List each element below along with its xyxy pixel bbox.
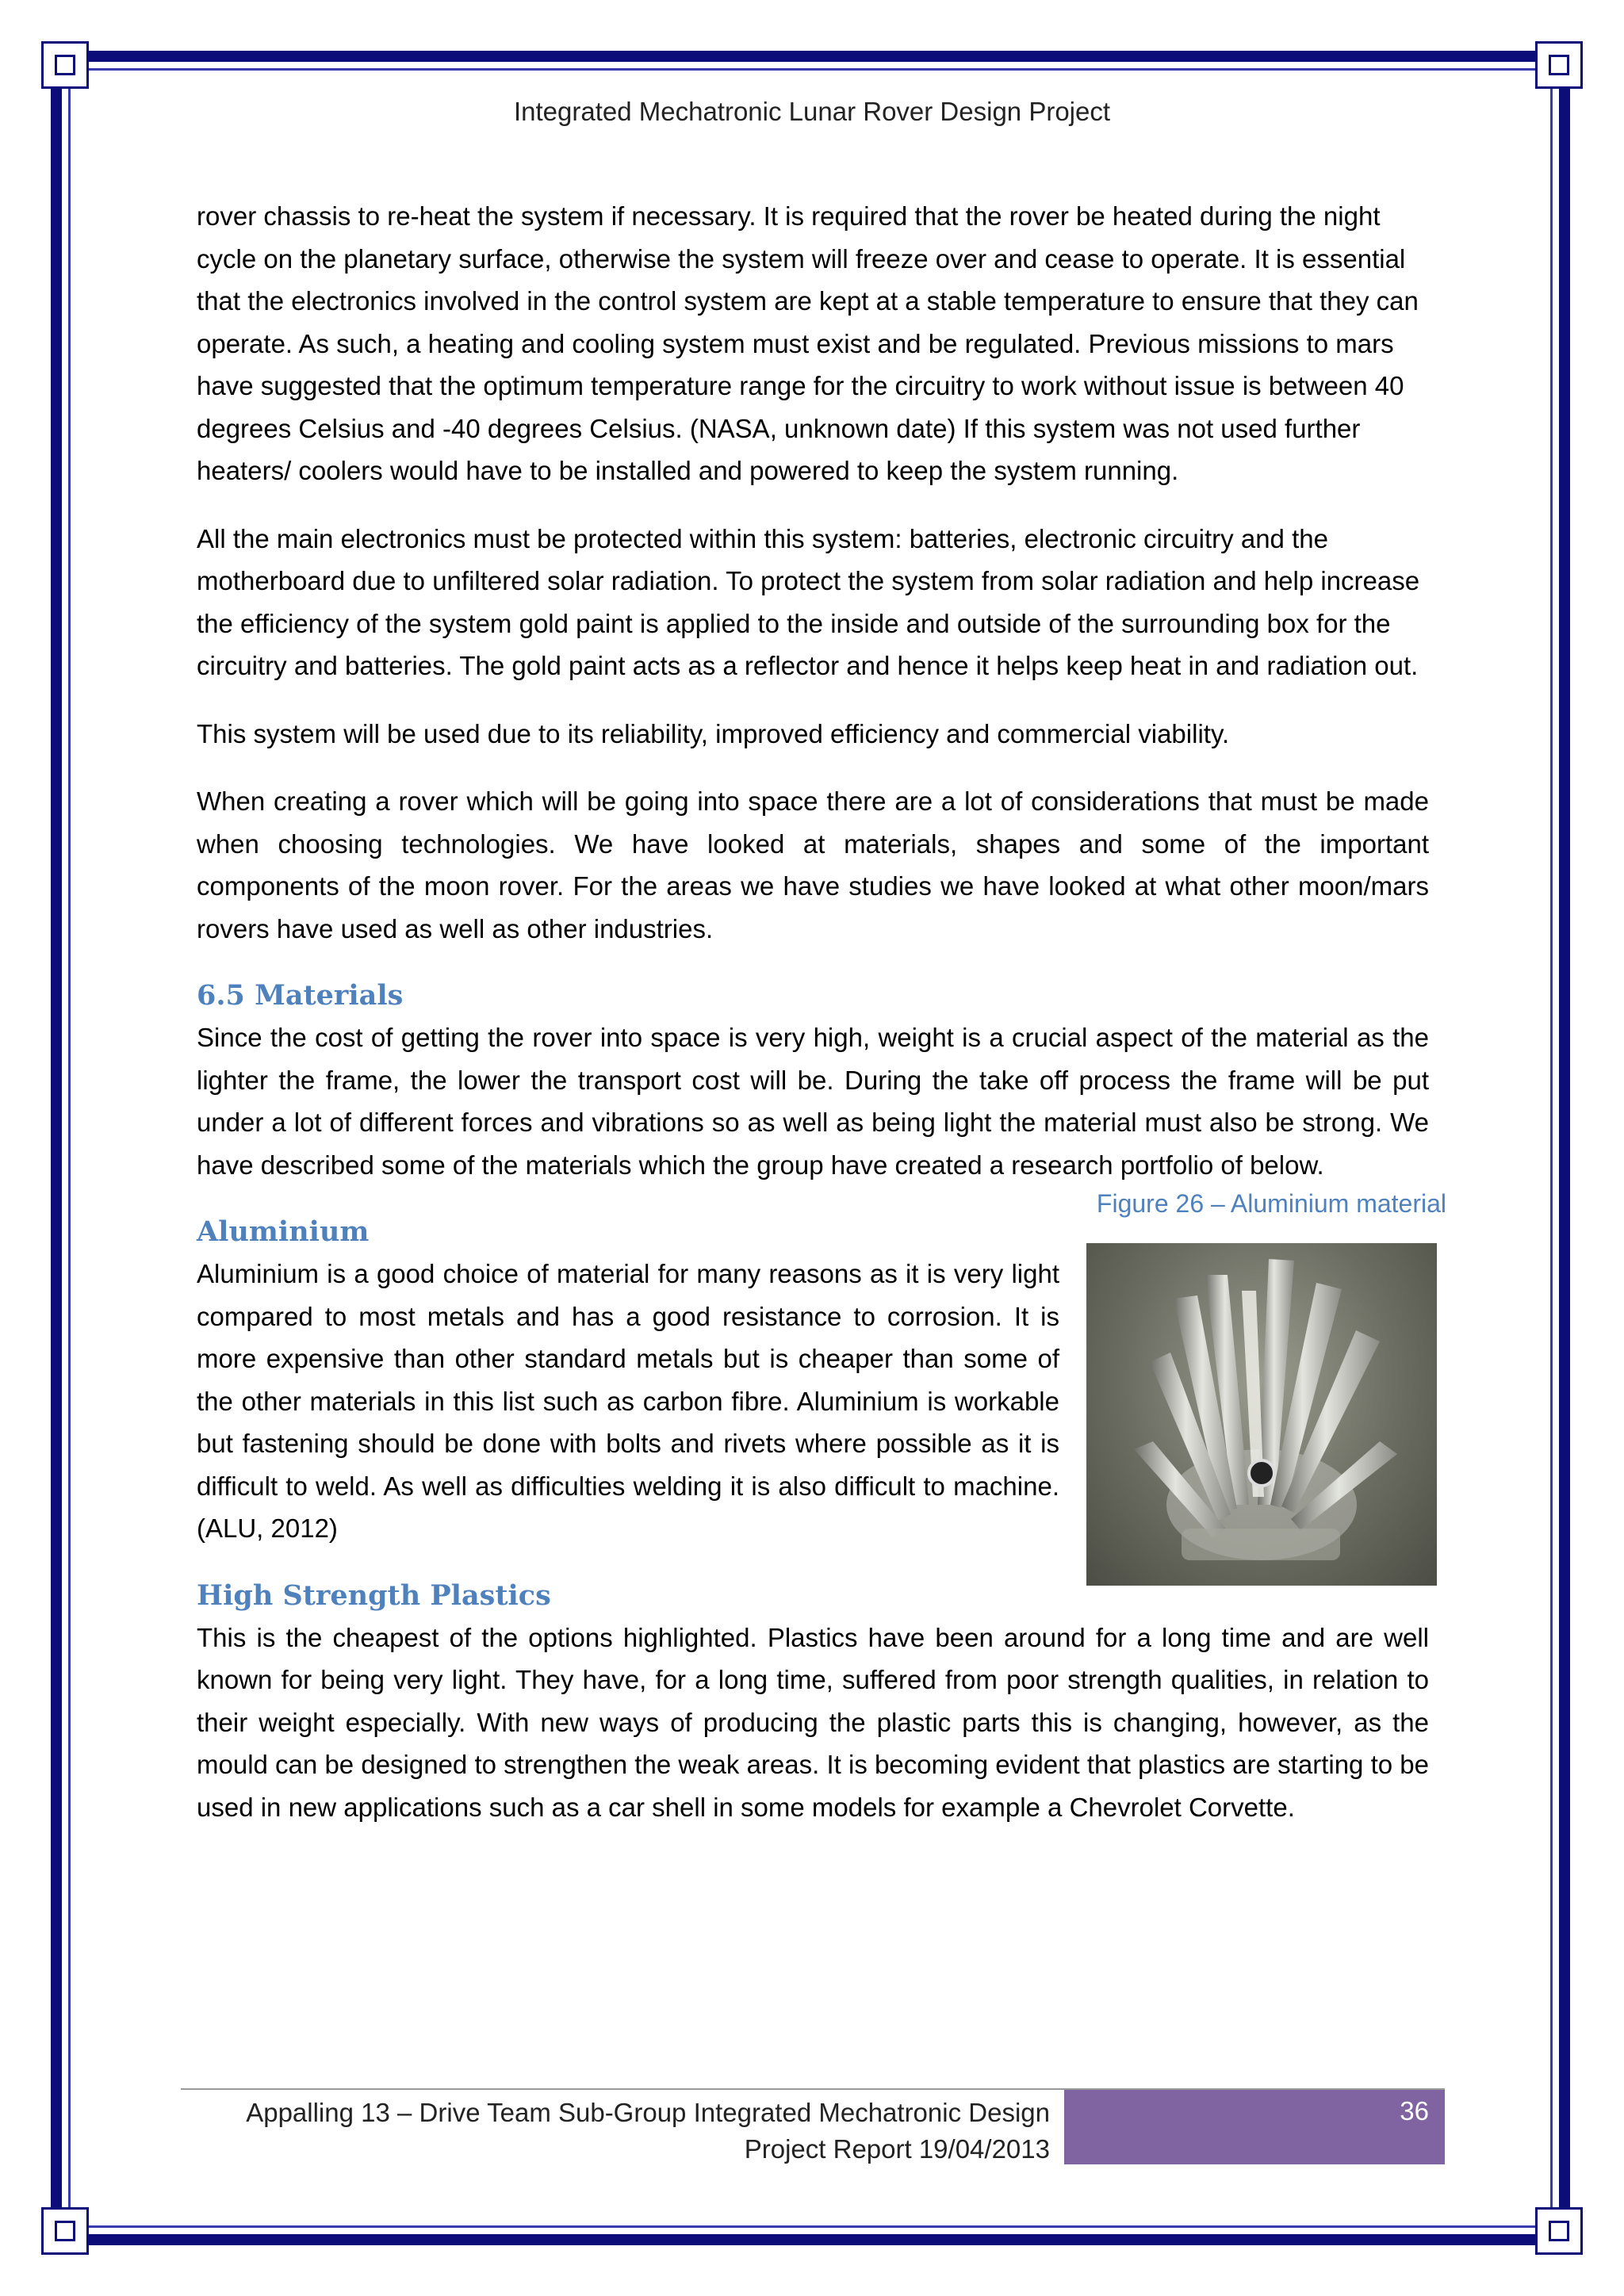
aluminium-profiles-image [1086, 1243, 1437, 1586]
paragraph-considerations: When creating a rover which will be going into space there are a lot of considerations that must be made when choosing technologies. We have looked at materials, shapes and some of the important components of the moon rover. For the areas we have studies we have looked at what other moon/mars rovers have used as well as other industries. [197, 786, 1429, 943]
footer-project-text [181, 2095, 1050, 2168]
footer-line-2: Project Report 19/04/2013 [744, 2134, 1050, 2164]
corner-ornament-top-right [1535, 41, 1583, 89]
footer-line-1: Appalling 13 – Drive Team Sub-Group Integrated Mechatronic Design [246, 2098, 1050, 2127]
figure-caption: Figure 26 – Aluminium material [1096, 1189, 1446, 1218]
page-number: 36 [1064, 2090, 1445, 2164]
page-footer [181, 2088, 1445, 2164]
paragraph-system-choice: This system will be used due to its reliability, improved efficiency and commercial viability. [197, 718, 1230, 748]
corner-ornament-top-left [41, 41, 89, 89]
subheading-high-strength-plastics: High Strength Plastics [197, 1578, 551, 1612]
paragraph-aluminium: Aluminium is a good choice of material for many reasons as it is very light compared to most metals and has a good resistance to corrosion. It is more expensive than other standard metals but is cheaper than some of the other materials in this list such as carbon fibre. Aluminium is workable but fastening should be done with bolts and rivets where possible as it is difficult to weld. As well as difficulties welding it is also difficult to machine. (ALU, 2012) [197, 1259, 1059, 1543]
paragraph-plastics: This is the cheapest of the options highlighted. Plastics have been around for a long time and are well known for being very light. They have, for a long time, suffered from poor strength qualities, in relation to their weight especially. With new ways of producing the plastic parts this is changing, however, as the mould can be designed to strengthen the weak areas. It is becoming evident that plastics are starting to be used in new applications such as a car shell in some models for example a Chevrolet Corvette. [197, 1622, 1429, 1822]
page-body [197, 195, 1446, 1828]
subheading-aluminium: Aluminium [197, 1215, 370, 1248]
corner-ornament-bottom-left [41, 2207, 89, 2255]
page-header-title: Integrated Mechatronic Lunar Rover Design Project [513, 97, 1111, 126]
paragraph-heating: rover chassis to re-heat the system if necessary. It is required that the rover be heated during the night cycle on the planetary surface, otherwise the system will freeze over and cease to operate. It is essential that the electronics involved in the control system are kept at a stable temperature to ensure that they can operate. As such, a heating and cooling system must exist and be regulated. Previous missions to mars have suggested that the optimum temperature range for the circuitry to work without issue is between 40 degrees Celsius and -40 degrees Celsius. (NASA, unknown date) If this system was not used further heaters/ coolers would have to be installed and powered to keep the system running. [197, 201, 1419, 485]
aluminium-profiles-illustration [1086, 1243, 1437, 1586]
section-heading-materials: 6.5 Materials [197, 979, 404, 1012]
section-aluminium [197, 1189, 1446, 1550]
paragraph-materials-intro: Since the cost of getting the rover into space is very high, weight is a crucial aspect of the material as the lighter the frame, the lower the transport cost will be. During the take off process the frame will be put under a lot of different forces and vibrations so as well as being light the material must also be strong. We have described some of the materials which the group have created a research portfolio of below. [197, 1023, 1429, 1180]
corner-ornament-bottom-right [1535, 2207, 1583, 2255]
paragraph-electronics-protection: All the main electronics must be protected within this system: batteries, electronic circuitry and the motherboard due to unfiltered solar radiation. To protect the system from solar radiation and help increase the efficiency of the system gold paint is applied to the inside and outside of the surrounding box for the circuitry and batteries. The gold paint acts as a reflector and hence it helps keep heat in and radiation out. [197, 523, 1420, 680]
